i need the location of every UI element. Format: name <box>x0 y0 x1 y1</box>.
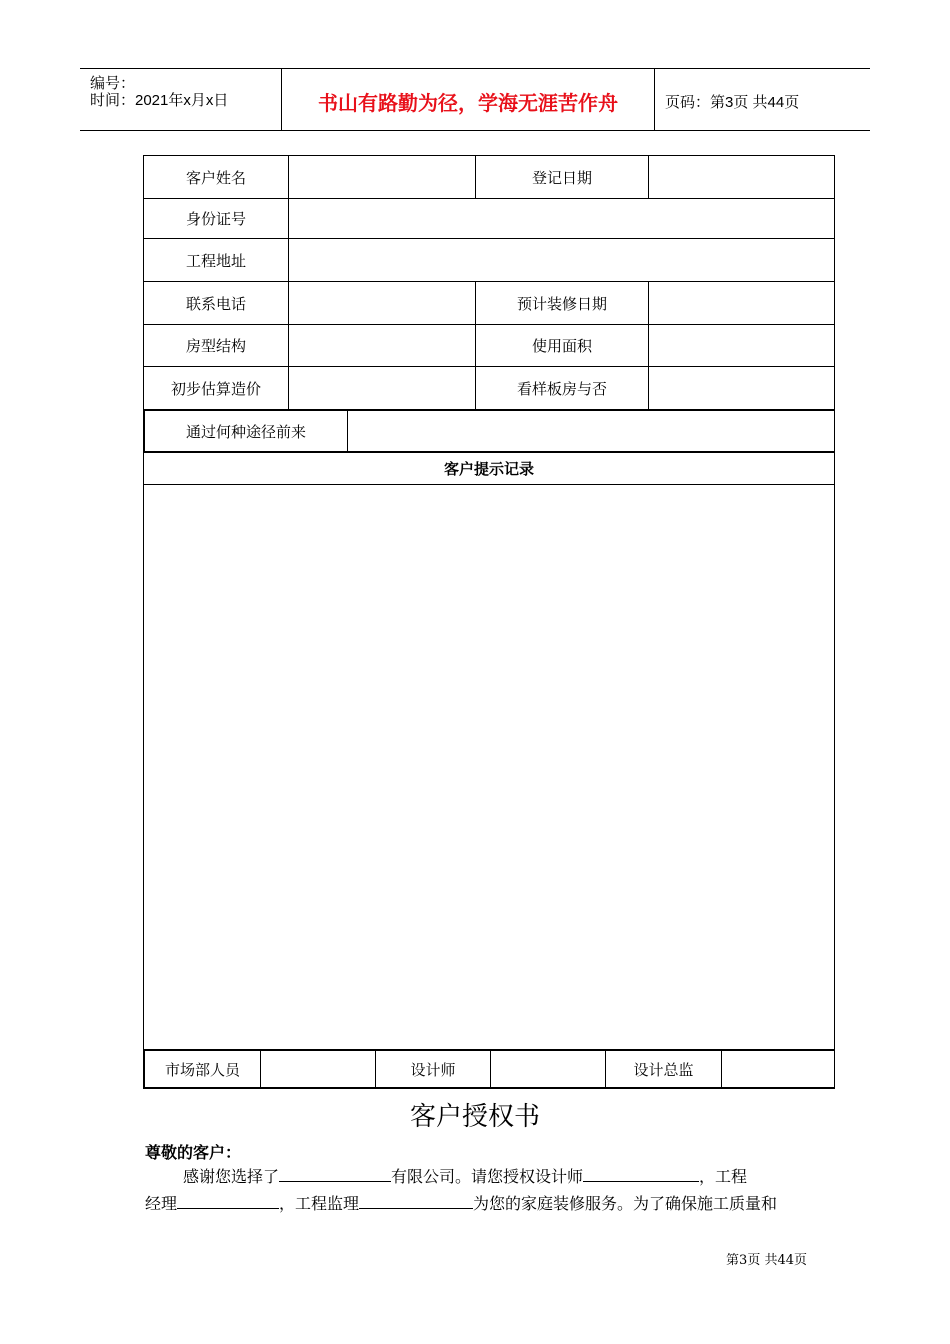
label-house-type: 房型结构 <box>144 325 289 367</box>
label-view-showroom: 看样板房与否 <box>476 367 649 410</box>
designer-name-blank[interactable] <box>583 1167 699 1182</box>
header-meta-cell <box>80 69 282 130</box>
field-phone[interactable] <box>289 282 476 325</box>
letter-paragraph-line-1 <box>183 1164 747 1187</box>
source-row <box>144 410 835 453</box>
document-date: 时间：2021年x月x日 <box>90 92 229 109</box>
label-project-address: 工程地址 <box>144 239 289 282</box>
manager-name-blank[interactable] <box>177 1194 279 1209</box>
page-header <box>80 68 870 131</box>
supervisor-name-blank[interactable] <box>359 1194 473 1209</box>
label-phone: 联系电话 <box>144 282 289 325</box>
letter-text-1c: ，工程 <box>699 1167 748 1186</box>
company-name-blank[interactable] <box>279 1167 391 1182</box>
label-expected-date: 预计装修日期 <box>476 282 649 325</box>
field-marketing-staff[interactable] <box>261 1051 376 1088</box>
field-view-showroom[interactable] <box>649 367 835 410</box>
label-designer: 设计师 <box>376 1051 491 1088</box>
label-id-number: 身份证号 <box>144 199 289 239</box>
header-motto-cell <box>282 69 655 130</box>
field-expected-date[interactable] <box>649 282 835 325</box>
letter-text-2b: ，工程监理 <box>279 1194 360 1213</box>
label-usable-area: 使用面积 <box>476 325 649 367</box>
label-register-date: 登记日期 <box>476 156 649 199</box>
letter-paragraph-line-2 <box>145 1191 777 1214</box>
field-designer[interactable] <box>491 1051 606 1088</box>
field-source-channel[interactable] <box>348 411 835 452</box>
label-initial-estimate: 初步估算造价 <box>144 367 289 410</box>
page-footer: 第3页 共44页 <box>726 1253 807 1268</box>
label-design-director: 设计总监 <box>606 1051 722 1088</box>
field-project-address[interactable] <box>289 239 835 282</box>
letter-text-2c: 为您的家庭装修服务。为了确保施工质量和 <box>473 1194 778 1213</box>
field-house-type[interactable] <box>289 325 476 367</box>
letter-title: 客户授权书 <box>409 1102 540 1132</box>
field-usable-area[interactable] <box>649 325 835 367</box>
header-page-info: 页码：第3页 共44页 <box>665 94 800 111</box>
customer-registration-form <box>143 155 835 1089</box>
notes-header: 客户提示记录 <box>144 453 835 485</box>
letter-text-2a: 经理 <box>145 1194 178 1213</box>
label-customer-name: 客户姓名 <box>144 156 289 199</box>
letter-text-1b: 有限公司。请您授权设计师 <box>391 1167 584 1186</box>
label-source-channel: 通过何种途径前来 <box>145 411 348 452</box>
document-number-label: 编号： <box>90 75 136 92</box>
field-initial-estimate[interactable] <box>289 367 476 410</box>
label-marketing-staff: 市场部人员 <box>145 1051 261 1088</box>
notes-area[interactable] <box>144 485 835 1050</box>
header-motto: 书山有路勤为径，学海无涯苦作舟 <box>318 91 618 115</box>
header-page-cell <box>655 69 870 130</box>
signoff-row <box>144 1050 835 1089</box>
letter-text-1a: 感谢您选择了 <box>183 1167 280 1186</box>
field-id-number[interactable] <box>289 199 835 239</box>
field-register-date[interactable] <box>649 156 835 199</box>
field-design-director[interactable] <box>722 1051 835 1088</box>
field-customer-name[interactable] <box>289 156 476 199</box>
letter-greeting: 尊敬的客户： <box>145 1143 242 1162</box>
